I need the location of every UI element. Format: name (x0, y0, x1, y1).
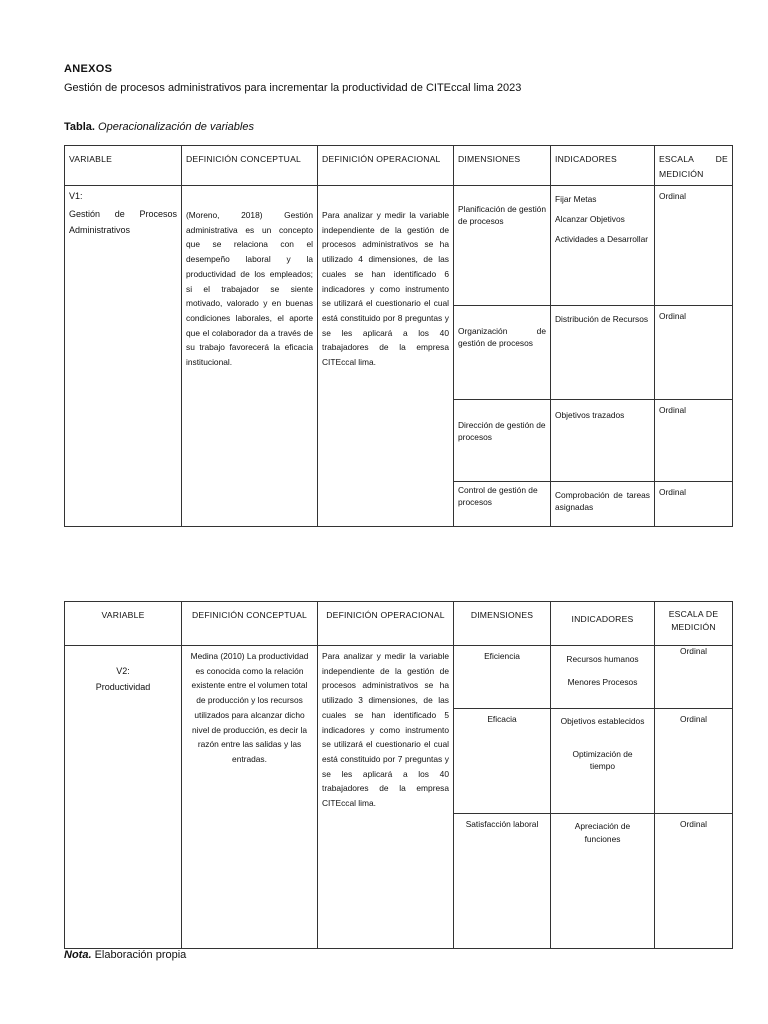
variable-cell (65, 186, 182, 527)
escala-cell: Ordinal (655, 186, 733, 306)
indicadores-cell (551, 646, 655, 709)
definicion-operacional-cell: Para analizar y medir la variable independiente de la gestión de procesos administrativos se ha utilizado 3 dimensiones, de las cuales se han identificado 5 indicadores y como instrumento se utilizará el cuestionario el cual está constituido por 7 preguntas y se les aplicará a los 40 trabajadores de la empresa CITEccal lima. (318, 646, 454, 949)
dimension-cell (454, 186, 551, 306)
indicator-item: Optimización de tiempo (572, 748, 633, 772)
dimension-cell: Control de gestión de procesos (454, 482, 551, 527)
escala-cell: Ordinal (655, 646, 733, 709)
indicadores-cell (551, 186, 655, 306)
dimension-cell: Dirección de gestión de procesos (454, 400, 551, 482)
table-note (64, 949, 186, 961)
escala-cell: Ordinal (655, 709, 733, 814)
operationalization-table-v2 (64, 601, 733, 949)
indicadores-cell (551, 709, 655, 814)
dimension-cell: Eficiencia (454, 646, 551, 709)
dimension-label: Planificación de gestión de procesos (458, 204, 546, 226)
indicator-item: Alcanzar Objetivos (555, 213, 625, 224)
header-definicion-conceptual: DEFINICIÓN CONCEPTUAL (182, 146, 318, 186)
indicadores-cell: Comprobación de tareas asignadas (551, 482, 655, 527)
annex-heading: ANEXOS (64, 63, 113, 75)
escala-cell: Ordinal (655, 306, 733, 400)
table-caption (64, 121, 254, 133)
table-header-row (65, 146, 733, 186)
table-header-row (65, 602, 733, 646)
definicion-operacional-cell: Para analizar y medir la variable independiente de la gestión de procesos administrativos se ha utilizado 4 dimensiones, de las cuales se han identificado 6 indicadores y como instrumento se utilizará el cuestionario el cual está constituido por 8 preguntas y se les aplicará a los 40 trabajadores de la empresa CITEccal lima. (318, 186, 454, 527)
header-indicadores: INDICADORES (551, 146, 655, 186)
indicator-item: Recursos humanos (566, 654, 639, 664)
variable-cell (65, 646, 182, 949)
indicator-item: Fijar Metas (555, 194, 597, 204)
table-row (65, 646, 733, 709)
header-variable: VARIABLE (65, 146, 182, 186)
variable-name: Gestión de Procesos Administrativos (69, 208, 177, 235)
table-caption-title: Operacionalización de variables (98, 121, 254, 133)
header-indicadores: INDICADORES (551, 602, 655, 646)
indicadores-cell: Objetivos trazados (551, 400, 655, 482)
escala-cell: Ordinal (655, 482, 733, 527)
table-note-label: Nota. (64, 949, 92, 961)
indicadores-cell: Apreciación de funciones (551, 814, 655, 949)
header-variable: VARIABLE (65, 602, 182, 646)
escala-cell: Ordinal (655, 400, 733, 482)
variable-name: Productividad (95, 681, 151, 692)
header-dimensiones: DIMENSIONES (454, 146, 551, 186)
header-definicion-operacional: DEFINICIÓN OPERACIONAL (318, 146, 454, 186)
indicator-item: Actividades a Desarrollar (555, 233, 649, 244)
indicator-item: Menores Procesos (567, 676, 638, 687)
dimension-cell: Satisfacción laboral (454, 814, 551, 949)
document-subtitle: Gestión de procesos administrativos para incrementar la productividad de CITEccal lima 2023 (64, 82, 522, 94)
variable-code: V1: (69, 191, 83, 201)
header-escala: ESCALA DE MEDICIÓN (655, 602, 733, 646)
table-note-text: Elaboración propia (94, 949, 187, 961)
table-row (65, 186, 733, 306)
dimension-cell: Organización de gestión de procesos (454, 306, 551, 400)
indicator-item: Objetivos establecidos (560, 716, 645, 726)
escala-cell: Ordinal (655, 814, 733, 949)
header-definicion-conceptual: DEFINICIÓN CONCEPTUAL (182, 602, 318, 646)
dimension-cell: Eficacia (454, 709, 551, 814)
definicion-conceptual-cell: (Moreno, 2018) Gestión administrativa es un concepto que se relaciona con el desempeño laboral y la productividad de los empleados; si el trabajador se siente motivado, valorado y en buenas condiciones laborales, el aporte que el colaborador da a través de su trabajo favorecerá la eficacia institucional. (182, 186, 318, 527)
header-dimensiones: DIMENSIONES (454, 602, 551, 646)
header-definicion-operacional: DEFINICIÓN OPERACIONAL (318, 602, 454, 646)
header-escala: ESCALA DE MEDICIÓN (655, 146, 733, 186)
table-caption-label: Tabla. (64, 121, 95, 133)
definicion-conceptual-cell: Medina (2010) La productividad es conocida como la relación existente entre el volumen total de producción y los recursos utilizados para alcanzar dicho nivel de producción, es decir la razón entre las salidas y las entradas. (182, 646, 318, 949)
operationalization-table-v1 (64, 145, 733, 527)
variable-code: V2: (116, 666, 130, 676)
indicadores-cell: Distribución de Recursos (551, 306, 655, 400)
